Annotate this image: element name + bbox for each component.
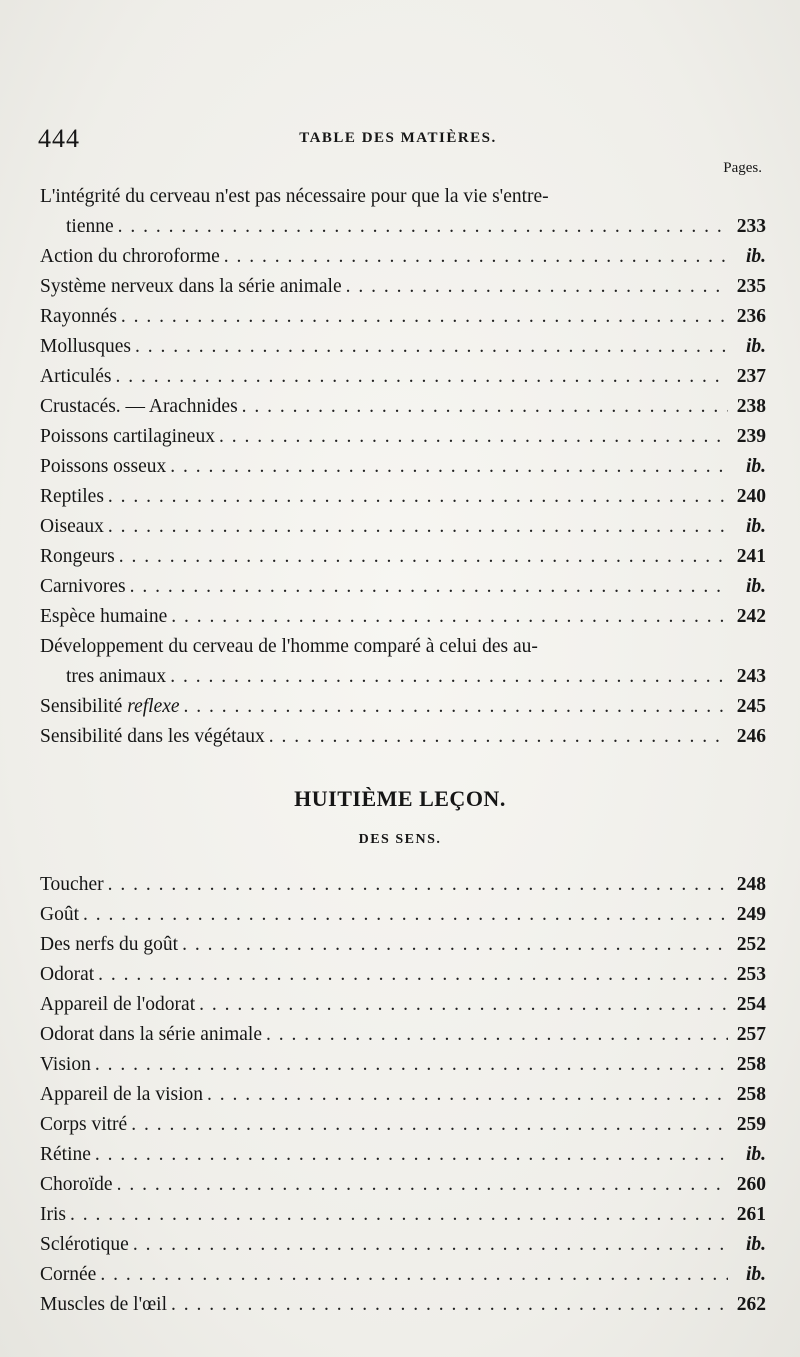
toc-entry <box>40 990 766 1020</box>
dot-leader <box>131 1110 728 1140</box>
toc-entry-page: 236 <box>736 306 766 327</box>
toc-entry-label: Choroïde <box>40 1174 113 1195</box>
dot-leader <box>83 900 728 930</box>
dot-leader <box>117 1170 728 1200</box>
toc-entry-page: 242 <box>736 606 766 627</box>
dot-leader <box>135 332 728 362</box>
toc-entry <box>40 212 766 242</box>
toc-entry-page: 253 <box>736 964 766 985</box>
toc-entry <box>40 512 766 542</box>
dot-leader <box>130 572 728 602</box>
toc-entry-page: 239 <box>736 426 766 447</box>
toc-entry-page: 258 <box>736 1084 766 1105</box>
toc-entry-label: Goût <box>40 904 79 925</box>
toc-entry <box>40 1110 766 1140</box>
toc-entry <box>40 1200 766 1230</box>
toc-entry-page: 254 <box>736 994 766 1015</box>
dot-leader <box>171 1290 728 1320</box>
toc-entry <box>40 930 766 960</box>
toc-entry-label: Oiseaux <box>40 516 104 537</box>
toc-entry-page: 248 <box>736 874 766 895</box>
toc-entry <box>40 1050 766 1080</box>
toc-entry-label: Des nerfs du goût <box>40 934 179 955</box>
toc-entry <box>40 1020 766 1050</box>
toc-entry-page: ib. <box>745 456 766 477</box>
toc-entry-label <box>40 692 180 722</box>
toc-entry-page: 249 <box>736 904 766 925</box>
toc-list-lecture-eight <box>40 870 766 1320</box>
dot-leader <box>207 1080 728 1110</box>
toc-entry-page: 257 <box>736 1024 766 1045</box>
toc-entry <box>40 1290 766 1320</box>
toc-entry-page: 262 <box>736 1294 766 1315</box>
toc-entry-label: Appareil de l'odorat <box>40 994 196 1015</box>
toc-entry <box>40 1230 766 1260</box>
toc-list-lecture-seven <box>40 182 766 752</box>
toc-entry-page: 258 <box>736 1054 766 1075</box>
page-number: 444 <box>38 124 80 153</box>
toc-entry-page: 259 <box>736 1114 766 1135</box>
toc-entry-page: ib. <box>745 576 766 597</box>
toc-entry <box>40 1260 766 1290</box>
dot-leader <box>95 1140 728 1170</box>
toc-entry <box>40 722 766 752</box>
toc-entry-page: 252 <box>736 934 766 955</box>
dot-leader <box>108 870 728 900</box>
toc-entry-page: 240 <box>736 486 766 507</box>
dot-leader <box>171 602 728 632</box>
toc-entry <box>40 542 766 572</box>
toc-entry <box>40 602 766 632</box>
toc-entry <box>40 572 766 602</box>
toc-entry-page: 260 <box>736 1174 766 1195</box>
dot-leader <box>266 1020 728 1050</box>
toc-entry-label: Poissons osseux <box>40 456 167 477</box>
toc-entry-label: Articulés <box>40 366 112 387</box>
toc-entry-label: Crustacés. — Arachnides <box>40 396 238 417</box>
toc-entry-label: Carnivores <box>40 576 126 597</box>
toc-entry-page: ib. <box>745 246 766 267</box>
toc-entry-label: Mollusques <box>40 336 132 357</box>
toc-entry <box>40 960 766 990</box>
dot-leader <box>118 212 728 242</box>
toc-entry <box>40 422 766 452</box>
toc-entry-page: 243 <box>736 666 766 687</box>
dot-leader <box>121 302 728 332</box>
toc-entry <box>40 870 766 900</box>
toc-entry-label: Rongeurs <box>40 546 115 567</box>
toc-entry-page: ib. <box>745 336 766 357</box>
toc-entry-page: 238 <box>736 396 766 417</box>
dot-leader <box>269 722 728 752</box>
toc-entry-label: Rétine <box>40 1144 91 1165</box>
toc-entry-label: Reptiles <box>40 486 104 507</box>
dot-leader <box>184 692 728 722</box>
toc-entry-label: Système nerveux dans la série animale <box>40 276 342 297</box>
toc-entry <box>40 1080 766 1110</box>
toc-entry-page: 261 <box>736 1204 766 1225</box>
toc-entry-page: 246 <box>736 726 766 747</box>
dot-leader <box>133 1230 728 1260</box>
dot-leader <box>219 422 728 452</box>
toc-entry <box>40 662 766 692</box>
section-title: HUITIÈME LEÇON. <box>294 786 506 811</box>
toc-entry-label: tienne <box>66 216 114 237</box>
dot-leader <box>224 242 728 272</box>
toc-entry-label: Odorat dans la série animale <box>40 1024 262 1045</box>
toc-entry-page: ib. <box>745 1144 766 1165</box>
toc-entry-page: ib. <box>745 1264 766 1285</box>
dot-leader <box>98 960 728 990</box>
toc-entry <box>40 482 766 512</box>
toc-entry <box>40 392 766 422</box>
toc-entry-page: ib. <box>745 516 766 537</box>
toc-entry-label: Sclérotique <box>40 1234 129 1255</box>
toc-entry-page: 235 <box>736 276 766 297</box>
toc-entry-page: 237 <box>736 366 766 387</box>
toc-entry <box>40 332 766 362</box>
toc-entry-label-italic: reflexe <box>127 696 180 717</box>
toc-entry-label-text: Sensibilité <box>40 696 128 717</box>
toc-entry-label: Poissons cartilagineux <box>40 426 215 447</box>
dot-leader <box>170 452 728 482</box>
toc-entry <box>40 272 766 302</box>
toc-entry <box>40 362 766 392</box>
dot-leader <box>119 542 728 572</box>
dot-leader <box>108 512 728 542</box>
dot-leader <box>95 1050 728 1080</box>
toc-entry-label: Odorat <box>40 964 95 985</box>
dot-leader <box>242 392 728 422</box>
toc-entry-label: Rayonnés <box>40 306 117 327</box>
dot-leader <box>170 662 728 692</box>
dot-leader <box>182 930 728 960</box>
toc-entry-label: Action du chroroforme <box>40 246 220 267</box>
toc-entry-label: Cornée <box>40 1264 97 1285</box>
toc-entry-first-line: Développement du cerveau de l'homme comparé à celui des au- <box>40 636 538 657</box>
page-header <box>38 124 758 158</box>
toc-entry-label: Corps vitré <box>40 1114 128 1135</box>
dot-leader <box>108 482 728 512</box>
toc-entry <box>40 692 766 722</box>
toc-entry <box>40 452 766 482</box>
toc-entry-page: 241 <box>736 546 766 567</box>
dot-leader <box>100 1260 728 1290</box>
toc-entry <box>40 1140 766 1170</box>
toc-entry-label: Muscles de l'œil <box>40 1294 167 1315</box>
toc-entry-label: Vision <box>40 1054 91 1075</box>
dot-leader <box>346 272 728 302</box>
toc-entry <box>40 900 766 930</box>
toc-entry-label: Espèce humaine <box>40 606 168 627</box>
dot-leader <box>199 990 728 1020</box>
toc-entry-label: Iris <box>40 1204 66 1225</box>
section-subtitle: DES SENS. <box>358 832 442 847</box>
toc-entry-label: Sensibilité dans les végétaux <box>40 726 265 747</box>
toc-entry-label: tres animaux <box>66 666 167 687</box>
running-title: TABLE DES MATIÈRES. <box>299 130 497 146</box>
toc-entry-label: Appareil de la vision <box>40 1084 203 1105</box>
toc-entry <box>40 242 766 272</box>
toc-entry <box>40 1170 766 1200</box>
toc-entry-page: 245 <box>736 696 766 717</box>
pages-column-label: Pages. <box>723 160 762 176</box>
toc-entry-first-line: L'intégrité du cerveau n'est pas nécessaire pour que la vie s'entre- <box>40 186 549 207</box>
toc-entry-label: Toucher <box>40 874 104 895</box>
dot-leader <box>115 362 728 392</box>
toc-entry <box>40 302 766 332</box>
dot-leader <box>70 1200 728 1230</box>
toc-entry-page: 233 <box>736 216 766 237</box>
toc-entry-page: ib. <box>745 1234 766 1255</box>
